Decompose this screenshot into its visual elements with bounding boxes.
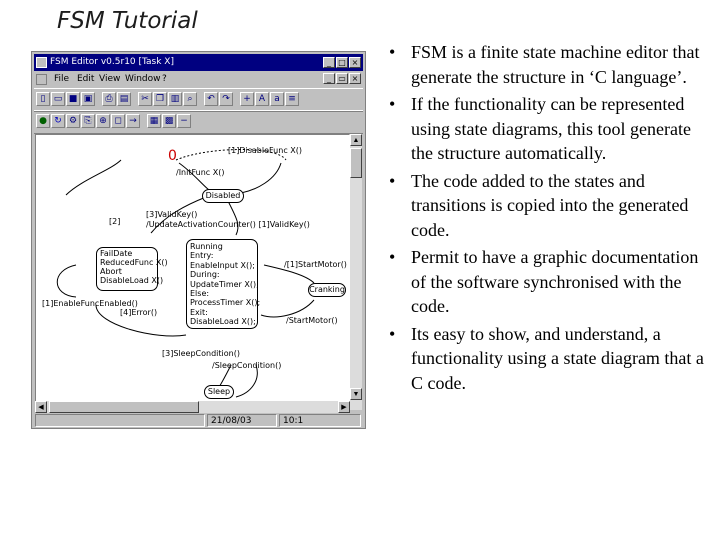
new-icon[interactable]: ▯	[36, 92, 50, 106]
menu-edit[interactable]: Edit	[77, 74, 95, 84]
transition-enable-func[interactable]: [1]EnableFuncEnabled()	[42, 299, 138, 308]
print-icon[interactable]: ⎙	[102, 92, 116, 106]
transition-update-activation[interactable]: /UpdateActivationCounter() [1]ValidKey()	[146, 220, 310, 229]
settings-icon[interactable]: ⚙	[66, 114, 80, 128]
initial-state-marker[interactable]: 0	[168, 148, 177, 164]
state-sleep[interactable]: Sleep	[204, 385, 234, 399]
zoom-in-icon[interactable]: +	[240, 92, 254, 106]
fsm-editor-window	[31, 51, 366, 429]
bullet-item	[385, 40, 715, 89]
font-size-icon[interactable]: a	[270, 92, 284, 106]
bullet-text: If the functionality can be represented using state diagrams, this tool generate the structure automatically.	[411, 94, 691, 163]
toolbar-secondary	[34, 110, 363, 134]
transition-start-motor-top[interactable]: /[1]StartMotor()	[284, 260, 347, 269]
status-bar	[35, 414, 362, 427]
document-icon[interactable]	[36, 74, 47, 85]
undo-icon[interactable]: ↶	[204, 92, 218, 106]
bug-icon[interactable]: ●	[36, 114, 50, 128]
running-line-3: During:	[190, 270, 220, 280]
hscroll-thumb[interactable]	[49, 401, 199, 413]
bullet-text: The code added to the states and transitions is copied into the generated code.	[411, 170, 689, 240]
running-line-1: Entry:	[190, 251, 214, 261]
generate-icon[interactable]: ⎘	[81, 114, 95, 128]
paste-icon[interactable]: ▥	[168, 92, 182, 106]
bullet-text: FSM is a finite state machine editor that generate the structure in ‘C language’.	[411, 42, 700, 87]
state-running[interactable]	[186, 239, 261, 329]
transition-sleep-cond[interactable]: [3]SleepCondition()	[162, 349, 240, 358]
mdi-minimize-button[interactable]: _	[323, 73, 335, 84]
save-icon[interactable]: ■	[66, 92, 80, 106]
bullet-item	[385, 322, 715, 396]
transition-valid-key[interactable]: [3]ValidKey()	[146, 210, 198, 219]
transition-disable[interactable]: [1]DisableFunc X()	[228, 146, 302, 155]
state-cranking[interactable]: Cranking	[308, 283, 346, 297]
running-line-0: Running	[190, 242, 223, 251]
running-line-7: Exit:	[190, 307, 208, 317]
transition-start-motor[interactable]: /StartMotor()	[286, 316, 338, 325]
app-icon	[36, 57, 47, 68]
bullet-dot-icon: •	[389, 170, 396, 191]
font-icon[interactable]: A	[255, 92, 269, 106]
grid-icon[interactable]: ▦	[147, 114, 161, 128]
scroll-up-icon[interactable]: ▲	[350, 134, 362, 146]
status-message	[35, 414, 205, 427]
bullet-item	[385, 245, 715, 319]
window-title-bar[interactable]	[34, 54, 363, 71]
zoom-icon[interactable]: ⊕	[96, 114, 110, 128]
find-icon[interactable]: ⌕	[183, 92, 197, 106]
properties-icon[interactable]: ≡	[285, 92, 299, 106]
menu-file[interactable]: File	[54, 74, 70, 84]
toolbar-main	[34, 88, 363, 112]
state-disabled[interactable]: Disabled	[202, 189, 244, 203]
state-fail[interactable]	[96, 247, 168, 291]
bullet-text: Its easy to show, and understand, a functionality using a state diagram that a C code.	[411, 323, 704, 393]
bullet-text: Permit to have a graphic documentation of the software synchronised with the code.	[411, 247, 699, 316]
transition-priority-2[interactable]: [2]	[109, 217, 121, 226]
vertical-scrollbar[interactable]	[350, 134, 362, 410]
save-all-icon[interactable]: ▣	[81, 92, 95, 106]
scroll-right-icon[interactable]: ▶	[338, 401, 350, 413]
transition-init[interactable]: /InitFunc X()	[176, 168, 225, 177]
menu-window[interactable]: Window	[125, 74, 161, 84]
menu-view[interactable]: View	[99, 74, 121, 84]
open-icon[interactable]: ▭	[51, 92, 65, 106]
bullet-dot-icon: •	[389, 94, 396, 114]
maximize-button[interactable]: □	[336, 57, 348, 68]
bullet-item	[385, 92, 715, 166]
running-line-8: DisableLoad X();	[190, 317, 256, 327]
state-fail-text: FailDate ReducedFunc X() Abort DisableLoad X()	[100, 249, 168, 285]
refresh-icon[interactable]: ↻	[51, 114, 65, 128]
bullet-item	[385, 169, 715, 243]
status-date: 21/08/03	[207, 414, 277, 427]
close-button[interactable]: ×	[349, 57, 361, 68]
running-line-6: ProcessTimer X();	[190, 298, 261, 308]
slide-title: FSM Tutorial	[57, 8, 198, 34]
running-line-4: UpdateTimer X();	[190, 279, 259, 289]
transition-icon[interactable]: →	[126, 114, 140, 128]
minimize-button[interactable]: _	[323, 57, 335, 68]
scroll-thumb[interactable]	[350, 148, 362, 178]
bullet-list	[385, 40, 715, 398]
copy-icon[interactable]: ❐	[153, 92, 167, 106]
bullet-dot-icon: •	[389, 247, 396, 267]
bullet-dot-icon: •	[389, 42, 396, 62]
layout-icon[interactable]: ▩	[162, 114, 176, 128]
redo-icon[interactable]: ↷	[219, 92, 233, 106]
mdi-close-button[interactable]: ×	[349, 73, 361, 84]
scroll-left-icon[interactable]: ◀	[35, 401, 47, 413]
status-time: 10:1	[279, 414, 361, 427]
window-title: FSM Editor v0.5r10 [Task X]	[50, 57, 174, 67]
transition-sleep-cond-2[interactable]: /SleepCondition()	[212, 361, 282, 370]
minus-icon[interactable]: −	[177, 114, 191, 128]
menu-help[interactable]: ?	[162, 74, 167, 84]
transition-error[interactable]: [4]Error()	[120, 308, 158, 317]
running-line-2: EnableInput X();	[190, 260, 255, 270]
cut-icon[interactable]: ✂	[138, 92, 152, 106]
horizontal-scrollbar[interactable]	[35, 401, 350, 413]
menu-bar	[34, 71, 363, 88]
mdi-restore-button[interactable]: ▭	[336, 73, 348, 84]
preview-icon[interactable]: ▤	[117, 92, 131, 106]
scroll-down-icon[interactable]: ▼	[350, 388, 362, 400]
running-line-5: Else:	[190, 289, 210, 299]
state-icon[interactable]: ◻	[111, 114, 125, 128]
bullet-dot-icon: •	[389, 323, 396, 344]
diagram-canvas[interactable]	[35, 134, 350, 410]
